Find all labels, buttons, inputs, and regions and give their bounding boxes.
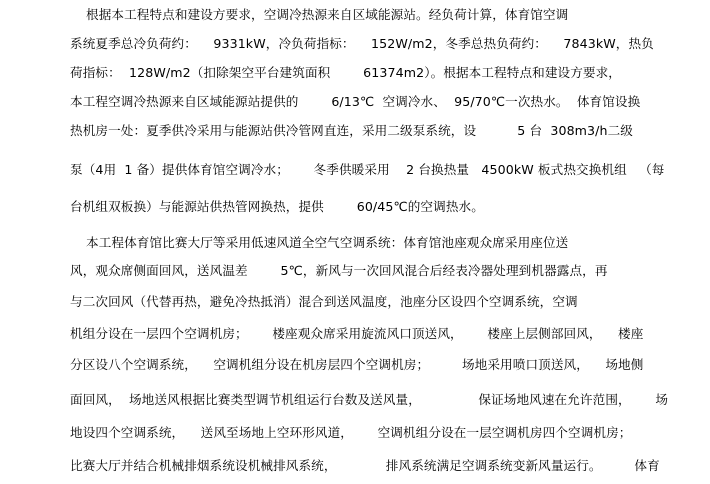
paragraph-2-line-4: 机组分设在一层四个空调机房； 楼座观众席采用旋流风口顶送风， 楼座上层侧部回风， 楼座 [70,326,644,341]
paragraph-2-line-2: 风，观众席侧面回风，送风温差 5℃，新风与一次回风混合后经表冷器处理到机器露点，再 [70,263,608,278]
paragraph-2-line-6: 面回风， 场地送风根据比赛类型调节机组运行台数及送风量， 保证场地风速在允许范围， 场 [70,392,669,407]
paragraph-1-line-4: 本工程空调冷热源来自区域能源站提供的 6/13℃ 空调冷水、 95/70℃一次热水。 体育馆设换 [70,94,641,109]
paragraph-1-line-3: 荷指标： 128W/m2（扣除架空平台建筑面积 61374m2）。根据本工程特点和建设方要求， [70,65,621,80]
paragraph-1-line-1: 根据本工程特点和建设方要求，空调冷热源来自区域能源站。经负荷计算，体育馆空调 [86,7,569,22]
paragraph-2-line-8: 比赛大厅并结合机械排烟系统设机械排风系统， 排风系统满足空调系统变新风量运行。 体育 [70,458,660,473]
paragraph-2-line-5: 分区设八个空调系统， 空调机组分设在机房层四个空调机房； 场地采用喷口顶送风， 场地侧 [70,357,644,372]
paragraph-2-line-3: 与二次回风（代替再热，避免冷热抵消）混合到送风温度，池座分区设四个空调系统，空调 [70,294,578,309]
paragraph-1-line-7: 台机组双板换）与能源站供热管网换热，提供 60/45℃的空调热水。 [70,199,484,214]
paragraph-2-line-1: 本工程体育馆比赛大厅等采用低速风道全空气空调系统：体育馆池座观众席采用座位送 [86,235,569,250]
paragraph-1-line-6: 泵（4用 1 备）提供体育馆空调冷水； 冬季供暖采用 2 台换热量 4500kW 板式热交换机组 （每 [70,162,665,177]
paragraph-2-line-7: 地设四个空调系统， 送风至场地上空环形风道， 空调机组分设在一层空调机房四个空调机房； [70,425,632,440]
paragraph-1-line-2: 系统夏季总冷负荷约： 9331kW，冷负荷指标： 152W/m2，冬季总热负荷约： 7843kW，热负 [70,36,654,51]
paragraph-1-line-5: 热机房一处：夏季供冷采用与能源站供冷管网直连，采用二级泵系统，设 5 台 308m3/h二级 [70,123,633,138]
